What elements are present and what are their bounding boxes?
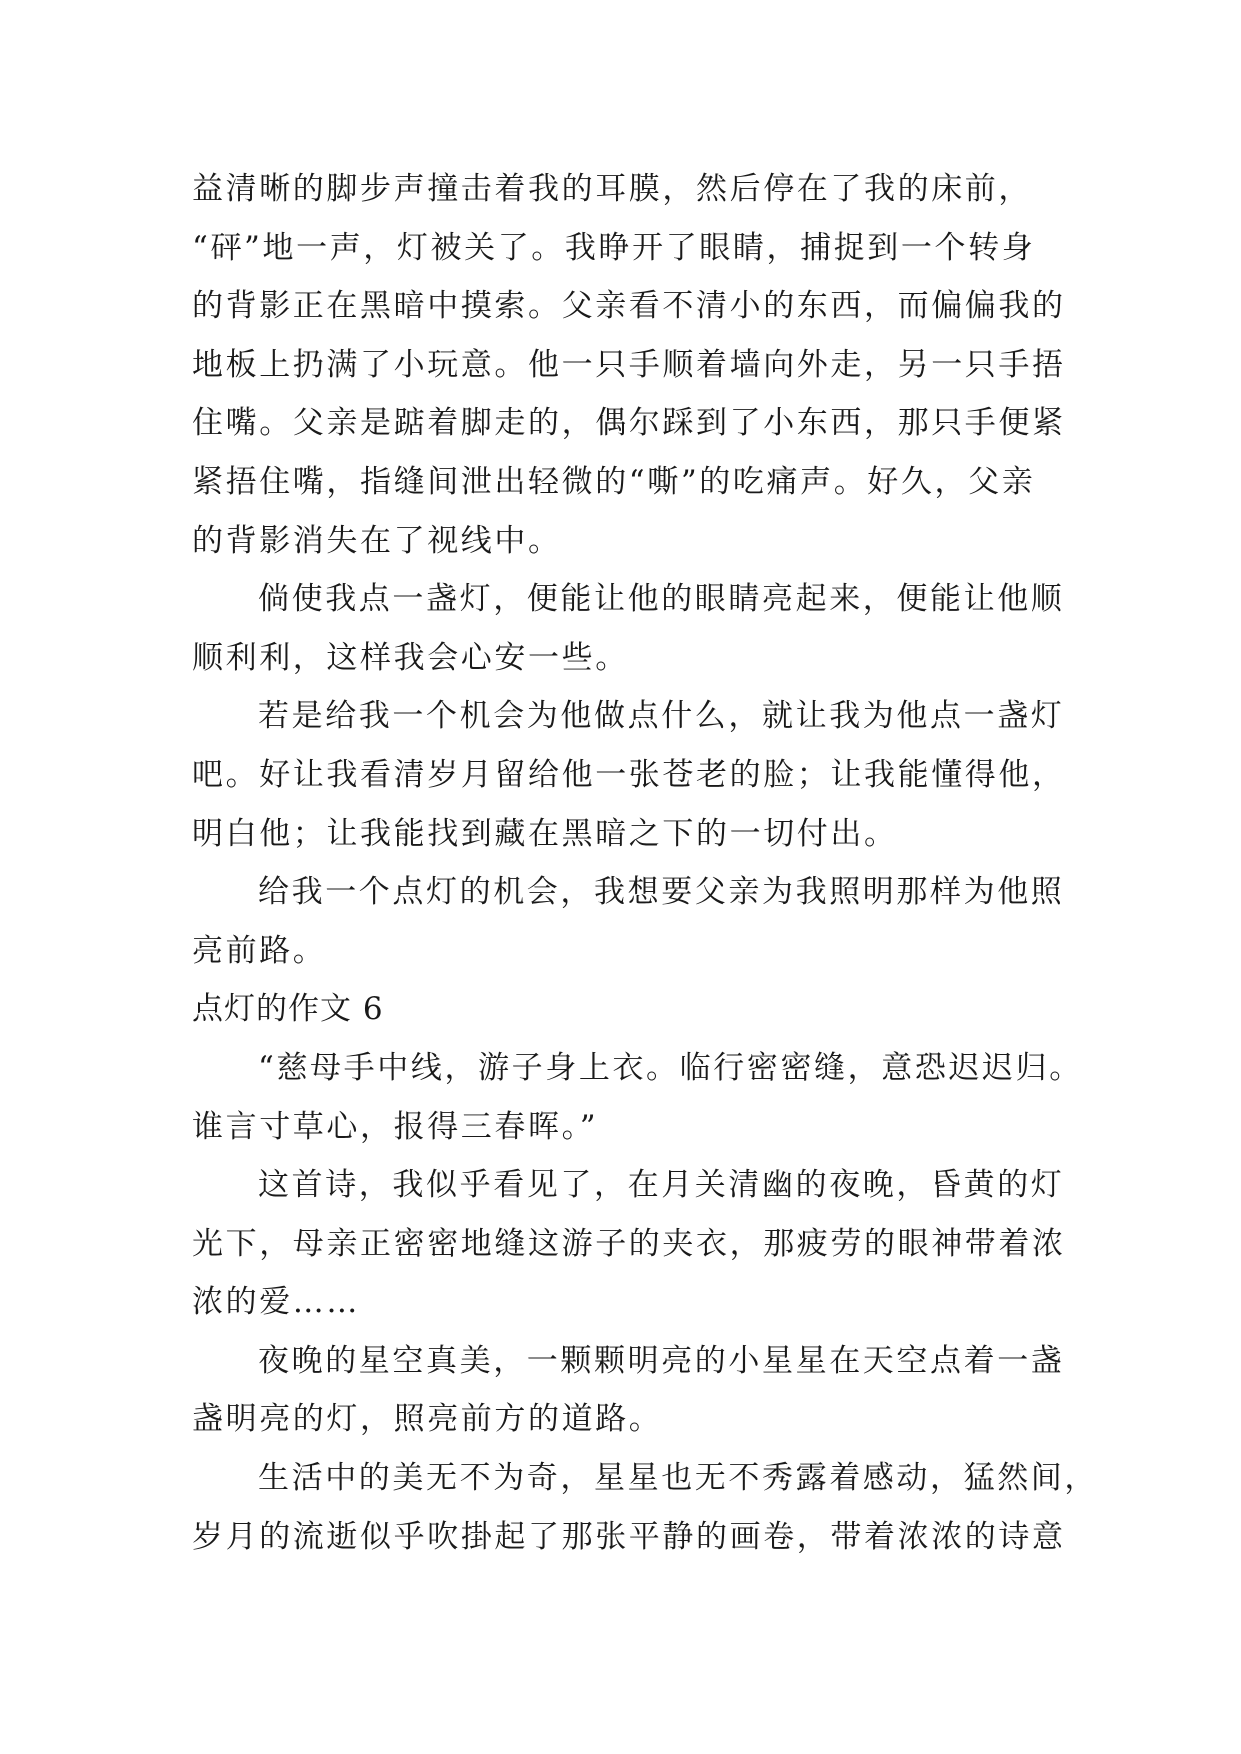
text-line: 益清晰的脚步声撞击着我的耳膜，然后停在了我的床前， bbox=[192, 171, 1032, 207]
text-line: 岁月的流逝似乎吹掛起了那张平静的画卷，带着浓浓的诗意 bbox=[192, 1518, 1066, 1555]
paragraph-first-line: 倘使我点一盏灯，便能让他的眼睛亮起来，便能让他顺 bbox=[258, 581, 1065, 618]
paragraph-first-line: 给我一个点灯的机会，我想要父亲为我照明那样为他照 bbox=[258, 874, 1065, 911]
paragraph-first-line: “慈母手中线，游子身上衣。临行密密缝，意恐迟迟归。 bbox=[258, 1049, 1083, 1086]
text-line: 紧捂住嘴，指缝间泄出轻微的“嘶”的吃痛声。好久，父亲 bbox=[192, 463, 1036, 500]
paragraph-first-line: 若是给我一个机会为他做点什么，就让我为他点一盏灯 bbox=[258, 698, 1065, 735]
text-line: 住嘴。父亲是踮着脚走的，偶尔踩到了小东西，那只手便紧 bbox=[192, 405, 1066, 442]
text-line: 浓的爱…… bbox=[192, 1284, 360, 1321]
text-line: 吧。好让我看清岁月留给他一张苍老的脸；让我能懂得他， bbox=[192, 756, 1066, 793]
text-line: 顺利利，这样我会心安一些。 bbox=[192, 639, 629, 676]
text-line: 明白他；让我能找到藏在黑暗之下的一切付出。 bbox=[192, 815, 898, 852]
paragraph-first-line: 生活中的美无不为奇，星星也无不秀露着感动，猛然间， bbox=[258, 1460, 1098, 1497]
text-line: 地板上扔满了小玩意。他一只手顺着墙向外走，另一只手捂 bbox=[192, 346, 1066, 383]
text-line: 的背影消失在了视线中。 bbox=[192, 522, 562, 559]
text-line: 的背影正在黑暗中摸索。父亲看不清小的东西，而偏偏我的 bbox=[192, 288, 1066, 325]
text-line: 谁言寸草心，报得三春晖。” bbox=[192, 1108, 599, 1145]
text-line: “砰”地一声，灯被关了。我睁开了眼睛，捕捉到一个转身 bbox=[192, 229, 1036, 266]
document-body bbox=[192, 160, 1098, 1566]
section-heading: 点灯的作文 6 bbox=[192, 991, 384, 1028]
text-line: 盏明亮的灯，照亮前方的道路。 bbox=[192, 1401, 663, 1438]
text-line: 光下，母亲正密密地缝这游子的夹衣，那疲劳的眼神带着浓 bbox=[192, 1225, 1066, 1262]
paragraph-first-line: 夜晚的星空真美，一颗颗明亮的小星星在天空点着一盏 bbox=[258, 1342, 1065, 1379]
text-line: 亮前路。 bbox=[192, 932, 327, 969]
paragraph-first-line: 这首诗，我似乎看见了，在月关清幽的夜晚，昏黄的灯 bbox=[258, 1167, 1065, 1204]
